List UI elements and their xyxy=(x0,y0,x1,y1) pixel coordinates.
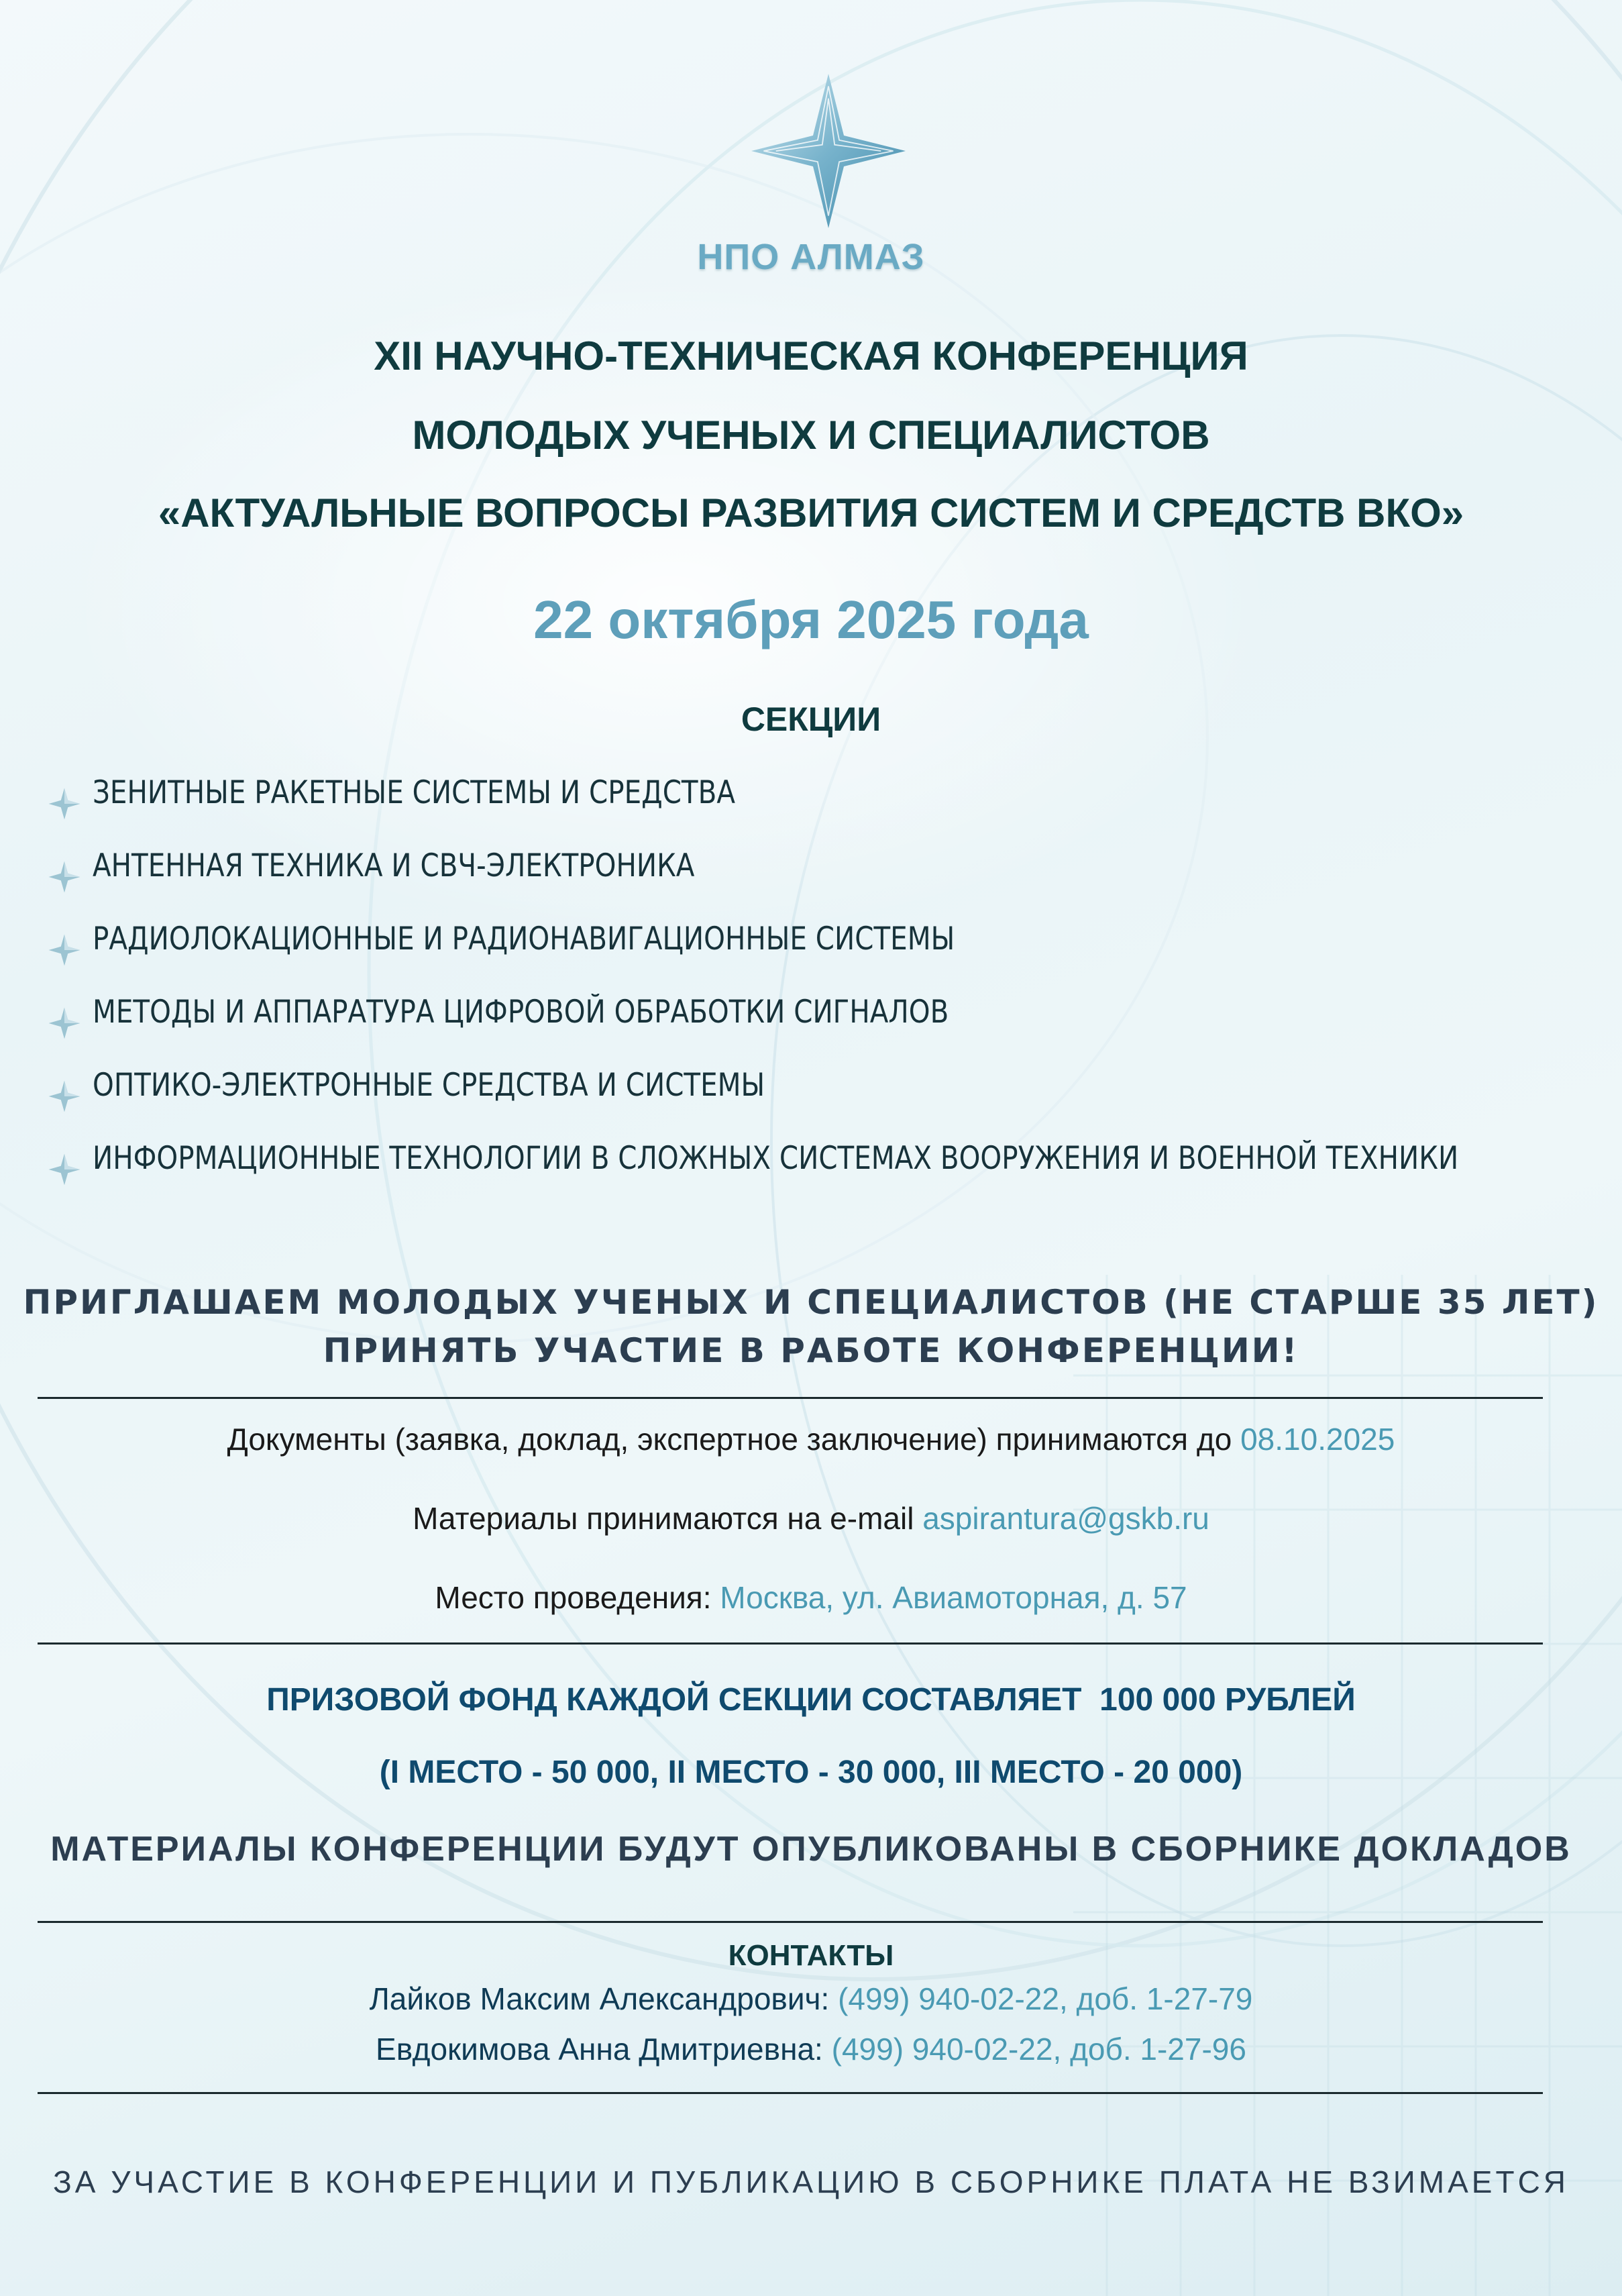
four-point-star-icon xyxy=(47,1079,82,1114)
venue-address: Москва, ул. Авиамоторная, д. 57 xyxy=(720,1580,1187,1615)
documents-deadline: 08.10.2025 xyxy=(1240,1422,1395,1457)
contacts-heading: КОНТАКТЫ xyxy=(728,1939,894,1972)
list-item xyxy=(47,772,1590,845)
divider xyxy=(38,1921,1543,1923)
venue-label: Место проведения: xyxy=(435,1580,712,1615)
free-participation-note: ЗА УЧАСТИЕ В КОНФЕРЕНЦИИ И ПУБЛИКАЦИЮ В СБОРНИКЕ ПЛАТА НЕ ВЗИМАЕТСЯ xyxy=(52,2164,1570,2199)
divider xyxy=(38,1397,1543,1399)
list-item xyxy=(47,1137,1590,1210)
list-item xyxy=(47,991,1590,1064)
prize-fund-line: ПРИЗОВОЙ ФОНД КАЖДОЙ СЕКЦИИ СОСТАВЛЯЕТ 100 000 РУБЛЕЙ xyxy=(266,1682,1356,1718)
invite-line-1: ПРИГЛАШАЕМ МОЛОДЫХ УЧЕНЫХ И СПЕЦИАЛИСТОВ (НЕ СТАРШЕ 35 ЛЕТ) xyxy=(23,1283,1599,1322)
contact-phone[interactable]: (499) 940-02-22, доб. 1-27-96 xyxy=(831,2032,1246,2067)
sections-heading: СЕКЦИИ xyxy=(741,700,881,738)
section-label: МЕТОДЫ И АППАРАТУРА ЦИФРОВОЙ ОБРАБОТКИ СИГНАЛОВ xyxy=(93,994,949,1031)
four-point-star-icon xyxy=(47,1006,82,1041)
section-label: АНТЕННАЯ ТЕХНИКА И СВЧ-ЭЛЕКТРОНИКА xyxy=(93,847,695,884)
four-point-star-icon xyxy=(47,1152,82,1187)
npo-almaz-logo-icon xyxy=(751,74,906,228)
section-label: ЗЕНИТНЫЕ РАКЕТНЫЕ СИСТЕМЫ И СРЕДСТВА xyxy=(93,774,736,811)
list-item xyxy=(47,918,1590,991)
sections-list xyxy=(47,772,1590,1210)
section-label: ОПТИКО-ЭЛЕКТРОННЫЕ СРЕДСТВА И СИСТЕМЫ xyxy=(93,1067,765,1104)
contact-phone[interactable]: (499) 940-02-22, доб. 1-27-79 xyxy=(838,1981,1253,2016)
logo-text: НПО АЛМАЗ xyxy=(697,237,925,277)
contact-person xyxy=(0,2031,1622,2067)
conference-title-line-1: XII НАУЧНО-ТЕХНИЧЕСКАЯ КОНФЕРЕНЦИЯ xyxy=(374,333,1248,378)
four-point-star-icon xyxy=(47,859,82,894)
contact-name: Лайков Максим Александрович: xyxy=(369,1981,830,2016)
venue-line xyxy=(0,1579,1622,1616)
divider xyxy=(38,1642,1543,1645)
list-item xyxy=(47,1064,1590,1137)
email-line xyxy=(0,1500,1622,1536)
four-point-star-icon xyxy=(47,786,82,821)
conference-title-line-2: МОЛОДЫХ УЧЕНЫХ И СПЕЦИАЛИСТОВ xyxy=(412,413,1210,458)
documents-deadline-line xyxy=(0,1421,1622,1457)
invite-line-2: ПРИНЯТЬ УЧАСТИЕ В РАБОТЕ КОНФЕРЕНЦИИ! xyxy=(323,1331,1299,1370)
contact-name: Евдокимова Анна Дмитриевна: xyxy=(376,2032,823,2067)
four-point-star-icon xyxy=(47,933,82,968)
section-label: РАДИОЛОКАЦИОННЫЕ И РАДИОНАВИГАЦИОННЫЕ СИСТЕМЫ xyxy=(93,921,955,957)
email-link[interactable]: aspirantura@gskb.ru xyxy=(922,1501,1209,1536)
materials-publication-note: МАТЕРИАЛЫ КОНФЕРЕНЦИИ БУДУТ ОПУБЛИКОВАНЫ В СБОРНИКЕ ДОКЛАДОВ xyxy=(50,1830,1572,1869)
prize-places-line: (I МЕСТО - 50 000, II МЕСТО - 30 000, III МЕСТО - 20 000) xyxy=(379,1755,1243,1790)
list-item xyxy=(47,845,1590,918)
conference-title-line-3: «АКТУАЛЬНЫЕ ВОПРОСЫ РАЗВИТИЯ СИСТЕМ И СРЕДСТВ ВКО» xyxy=(158,490,1464,535)
documents-label: Документы (заявка, доклад, экспертное заключение) принимаются до xyxy=(227,1422,1232,1457)
contact-person xyxy=(0,1981,1622,2017)
section-label: ИНФОРМАЦИОННЫЕ ТЕХНОЛОГИИ В СЛОЖНЫХ СИСТЕМАХ ВООРУЖЕНИЯ И ВОЕННОЙ ТЕХНИКИ xyxy=(93,1140,1459,1177)
conference-date: 22 октября 2025 года xyxy=(533,590,1089,649)
email-label: Материалы принимаются на e-mail xyxy=(413,1501,914,1536)
divider xyxy=(38,2092,1543,2094)
